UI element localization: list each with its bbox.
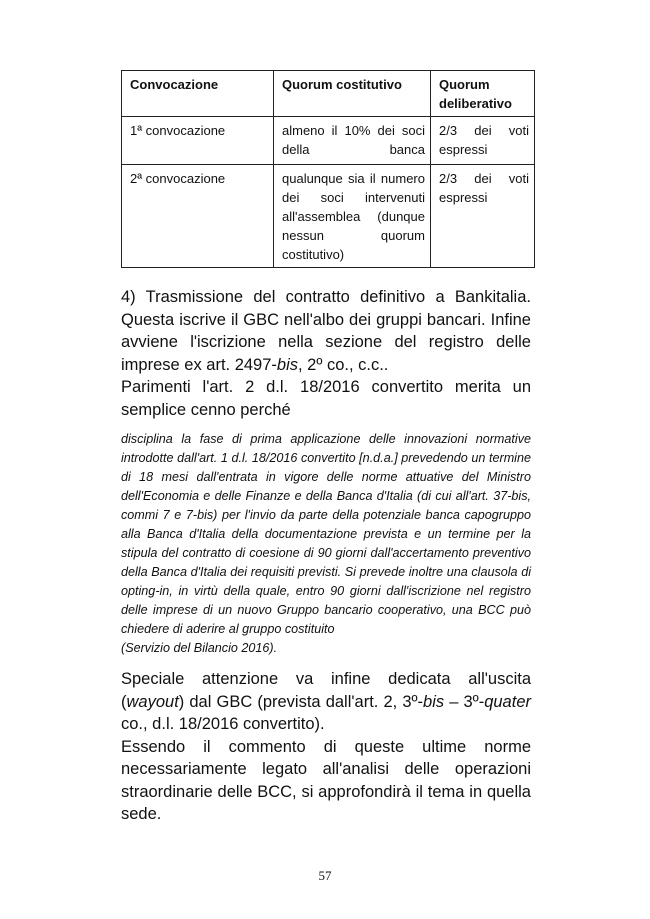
paragraph-text: Parimenti l'art. 2 d.l. 18/2016 convertito merita un semplice cenno perché xyxy=(121,378,531,419)
paragraph-uscita xyxy=(121,668,531,826)
paragraph-trasmissione xyxy=(121,286,531,421)
paragraph-text: , 2º co., c.c.. xyxy=(298,355,389,374)
quote-source: (Servizio del Bilancio 2016). xyxy=(121,641,278,655)
paragraph-text: Essendo il commento di queste ultime norme necessariamente legato all'analisi delle operazioni straordinarie delle BCC, si approfondirà il tema in quella sede. xyxy=(121,737,531,823)
page-number: 57 xyxy=(318,868,332,883)
paragraph-italic: wayout xyxy=(126,692,179,711)
paragraph-text: 4) Trasmissione del contratto definitivo a Bankitalia. Questa iscrive il GBC nell'albo dei gruppi bancari. Infine avviene l'iscrizione nella sezione del registro delle imprese ex art. 2497- xyxy=(121,288,531,374)
paragraph-italic: bis xyxy=(276,355,298,374)
table-cell: 1ª convocazione xyxy=(122,117,274,165)
paragraph-text: Speciale attenzione va infine dedicata all'uscita ( xyxy=(121,670,531,711)
quorum-table xyxy=(121,70,535,268)
table-header-row xyxy=(122,71,535,117)
block-quote xyxy=(121,430,531,658)
table-row xyxy=(122,165,535,268)
header-quorum-costitutivo: Quorum costitutivo xyxy=(274,71,431,117)
quote-text: disciplina la fase di prima applicazione delle innovazioni normative introdotte dall'art. 1 d.l. 18/2016 convertito [n.d.a.] prevedendo un termine di 18 mesi dall'entrata in vigore delle norme attuative del Ministro dell'Economia e delle Finanze e della Banca d'Italia (di cui all'art. 37-bis, commi 7 e 7-bis) per l'invio da parte della potenziale banca capogruppo alla Banca d'Italia della documentazione prevista e un termine per la stipula del contratto di coesione di 90 giorni dall'accertamento preventivo della Banca d'Italia dei requisiti previsti. Si prevede inoltre una clausola di opting-in, in virtù della quale, entro 90 giorni dall'iscrizione nel registro delle imprese di un nuovo Gruppo bancario cooperativo, una BCC può chiedere di aderire al gruppo costituito xyxy=(121,432,531,636)
header-quorum-deliberativo: Quorum deliberativo xyxy=(431,71,535,117)
header-convocazione: Convocazione xyxy=(122,71,274,117)
table-cell: qualunque sia il numero dei soci intervenuti all'assemblea (dunque nessun quorum costitutivo) xyxy=(274,165,431,268)
table-row xyxy=(122,117,535,165)
paragraph-italic: bis xyxy=(423,692,445,711)
table-cell: 2ª convocazione xyxy=(122,165,274,268)
paragraph-text: co., d.l. 18/2016 convertito). xyxy=(121,715,325,733)
paragraph-text: – 3º- xyxy=(444,692,485,711)
paragraph-text: ) dal GBC (prevista dall'art. 2, 3º- xyxy=(178,692,424,711)
table-cell: almeno il 10% dei soci della banca xyxy=(274,117,431,165)
paragraph-italic: quater xyxy=(484,692,531,711)
table-cell: 2/3 dei voti espressi xyxy=(431,165,535,268)
table-cell: 2/3 dei voti espressi xyxy=(431,117,535,165)
